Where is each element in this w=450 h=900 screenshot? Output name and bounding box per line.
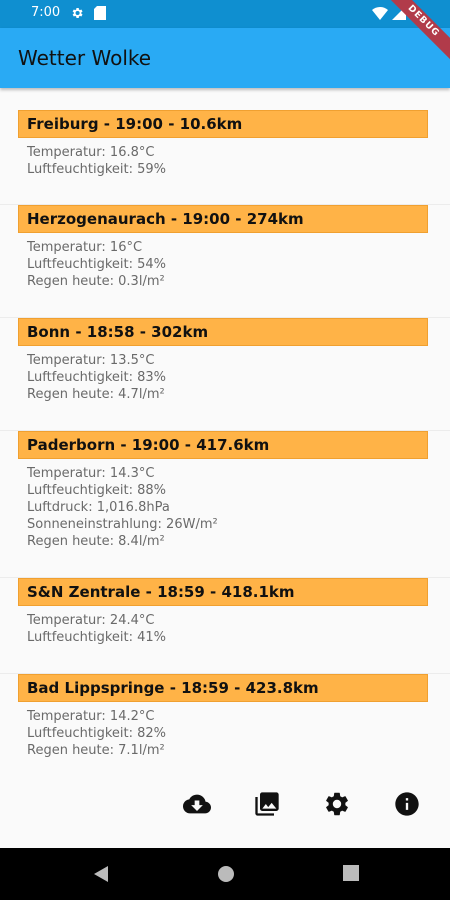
station-header: Paderborn - 19:00 - 417.6km [18,431,428,459]
photo-library-icon[interactable] [253,790,281,818]
temperature-text: Temperatur: 14.2°C [27,709,155,724]
humidity-text: Luftfeuchtigkeit: 54% [27,257,167,272]
info-icon[interactable] [393,790,421,818]
rain-text: Regen heute: 7.1l/m² [27,743,165,758]
station-card[interactable] [0,578,450,674]
humidity-text: Luftfeuchtigkeit: 82% [27,726,167,741]
home-icon[interactable] [216,864,236,884]
station-header: Herzogenaurach - 19:00 - 274km [18,205,428,233]
station-header: S&N Zentrale - 18:59 - 418.1km [18,578,428,606]
system-nav-bar [0,848,450,900]
settings-gear-icon[interactable] [323,790,351,818]
station-details [27,352,166,403]
station-details [27,465,218,550]
temperature-text: Temperatur: 14.3°C [27,466,155,481]
station-details [27,708,166,759]
rain-text: Regen heute: 8.4l/m² [27,534,165,549]
app-title: Wetter Wolke [18,46,152,70]
recents-icon[interactable] [342,864,360,882]
station-card[interactable] [0,431,450,578]
humidity-text: Luftfeuchtigkeit: 59% [27,162,167,177]
station-details [27,144,166,178]
station-header: Bonn - 18:58 - 302km [18,318,428,346]
solar-radiation-text: Sonneneinstrahlung: 26W/m² [27,517,218,532]
station-card[interactable] [0,674,450,780]
status-time: 7:00 [31,5,61,20]
humidity-text: Luftfeuchtigkeit: 83% [27,370,167,385]
temperature-text: Temperatur: 16.8°C [27,145,155,160]
temperature-text: Temperatur: 16°C [27,240,143,255]
rain-text: Regen heute: 4.7l/m² [27,387,165,402]
cloud-download-icon[interactable] [183,790,211,818]
temperature-text: Temperatur: 24.4°C [27,613,155,628]
sd-card-icon [94,6,106,20]
station-details [27,239,166,290]
temperature-text: Temperatur: 13.5°C [27,353,155,368]
station-header: Bad Lippspringe - 18:59 - 423.8km [18,674,428,702]
debug-banner: DEBUG [380,0,450,66]
station-details [27,612,166,646]
station-card[interactable] [0,318,450,431]
bottom-toolbar [0,786,450,822]
debug-banner-container [380,0,450,70]
humidity-text: Luftfeuchtigkeit: 41% [27,630,167,645]
back-icon[interactable] [92,864,110,884]
station-card[interactable] [0,110,450,205]
settings-status-icon [70,6,84,20]
rain-text: Regen heute: 0.3l/m² [27,274,165,289]
humidity-text: Luftfeuchtigkeit: 88% [27,483,167,498]
station-card[interactable] [0,205,450,318]
station-header: Freiburg - 19:00 - 10.6km [18,110,428,138]
pressure-text: Luftdruck: 1,016.8hPa [27,500,170,515]
